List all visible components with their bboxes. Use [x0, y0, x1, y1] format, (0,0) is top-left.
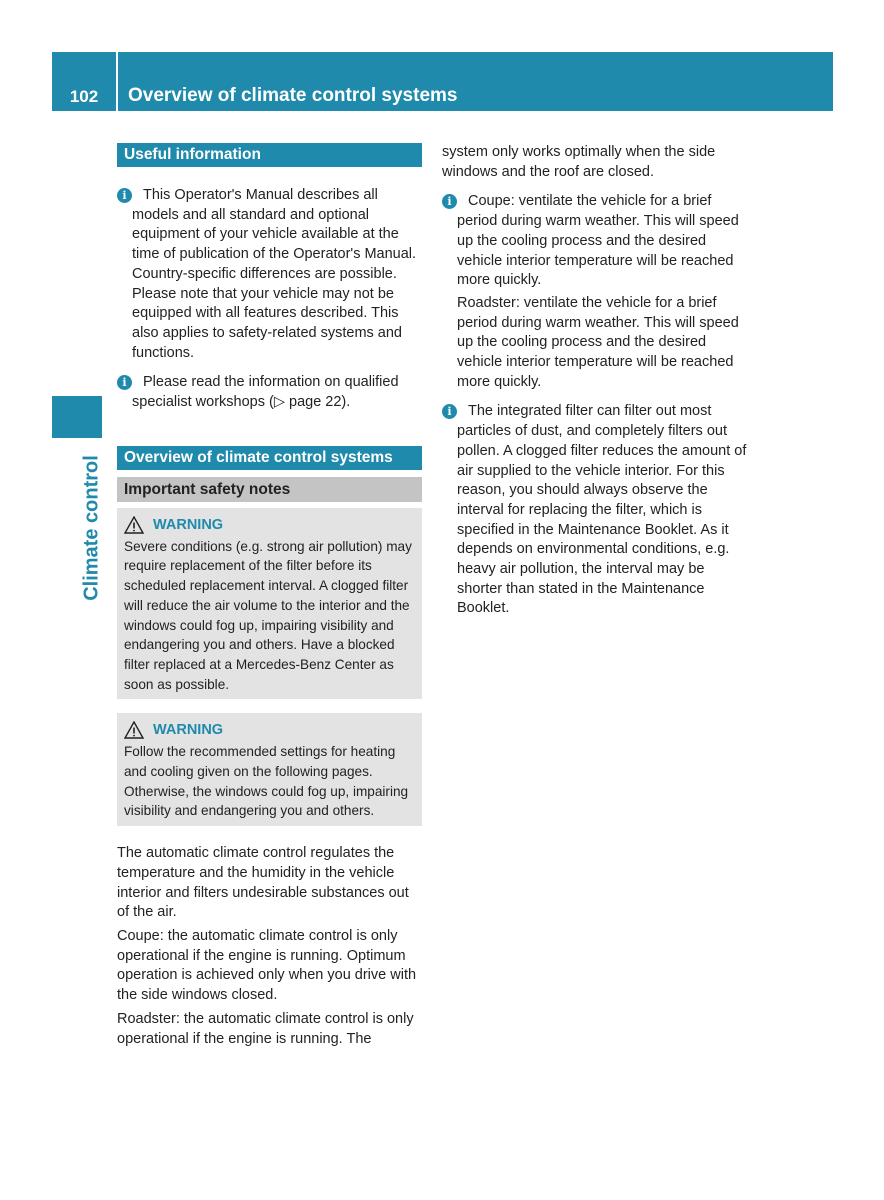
left-column	[117, 143, 422, 1053]
page-title: Overview of climate control systems	[128, 85, 458, 106]
info-icon: i	[442, 194, 457, 209]
safety-notes-subheading: Important safety notes	[117, 477, 422, 502]
section-side-label-text: Climate control	[80, 455, 103, 601]
warning-header	[124, 719, 415, 741]
info-note-manual-scope	[117, 186, 422, 363]
warning-header	[124, 514, 415, 536]
warning-label: WARNING	[153, 722, 224, 739]
warning-box-settings	[117, 713, 422, 826]
info-note-line1: This Operator's Manual describes all	[143, 187, 378, 203]
warning-text: Follow the recommended settings for heating and cooling given on the following pages. Otherwise, the windows could fog up, impairing visibility and endangering you and others.	[124, 744, 409, 819]
warning-box-filter	[117, 508, 422, 700]
continued-paragraph: system only works optimally when the side windows and the roof are closed.	[442, 144, 716, 180]
header-divider	[116, 52, 118, 111]
info-icon: i	[442, 404, 457, 419]
warning-triangle-icon	[124, 516, 144, 534]
info-note-text: models and all standard and optional equipment of your vehicle available at the time of publication of the Operator's Manual. Country-specific differences are possible. Please note that your vehicle may not be equipped with all features described. This also applies to safety-related systems and functions.	[132, 206, 417, 361]
warning-text: Severe conditions (e.g. strong air pollution) may require replacement of the filter before its scheduled replacement interval. A clogged filter will reduce the air volume to the interior and the windows could fog up, impairing visibility and endangering you and others. Have a blocked filter replaced at a Mercedes-Benz Center as soon as possible.	[124, 538, 412, 692]
info-note-ventilate-roadster: Roadster: ventilate the vehicle for a brief period during warm weather. This will speed up the cooling process and the desired vehicle interior temperature will be reached more quickly.	[457, 294, 739, 390]
overview-section-heading: Overview of climate control systems	[117, 446, 422, 470]
info-note-ventilate-coupe	[442, 192, 748, 291]
info-note-line1: Please read the information on qualified	[143, 374, 399, 391]
useful-information-heading: Useful information	[117, 143, 422, 167]
info-note-text: particles of dust, and completely filters out pollen. A clogged filter reduces the amount of air supplied to the vehicle interior. For this reason, you should always observe the interval for replacing the filter, which is specified in the Maintenance Booklet. As it depends on environmental conditions, e.g. heavy air pollution, the interval may be shorter than stated in the Maintenance Booklet.	[457, 423, 747, 617]
page-number: 102	[69, 87, 99, 106]
body-paragraph-coupe: Coupe: the automatic climate control is only operational if the engine is running. Optimum operation is achieved only when you drive with the side windows closed.	[117, 927, 417, 1004]
right-column	[442, 143, 748, 629]
body-paragraph-regulation: The automatic climate control regulates the temperature and the humidity in the vehicle interior and filters undesirable substances out of the air.	[117, 845, 409, 921]
info-note-integrated-filter	[442, 402, 748, 619]
body-paragraph-roadster: Roadster: the automatic climate control is only operational if the engine is running. The	[117, 1010, 414, 1047]
info-note-text: specialist workshops (▷ page 22).	[132, 394, 351, 411]
warning-triangle-icon	[124, 721, 144, 739]
section-tab-marker	[52, 396, 102, 438]
info-note-text: period during warm weather. This will speed up the cooling process and the desired vehicle interior temperature will be reached more quickly.	[457, 213, 739, 289]
warning-label: WARNING	[153, 516, 224, 533]
info-icon: i	[117, 375, 132, 390]
info-note-line1: The integrated filter can filter out most	[468, 403, 712, 420]
info-note-line1: Coupe: ventilate the vehicle for a brief	[468, 193, 712, 210]
info-icon: i	[117, 188, 132, 203]
info-note-workshops	[117, 373, 422, 412]
